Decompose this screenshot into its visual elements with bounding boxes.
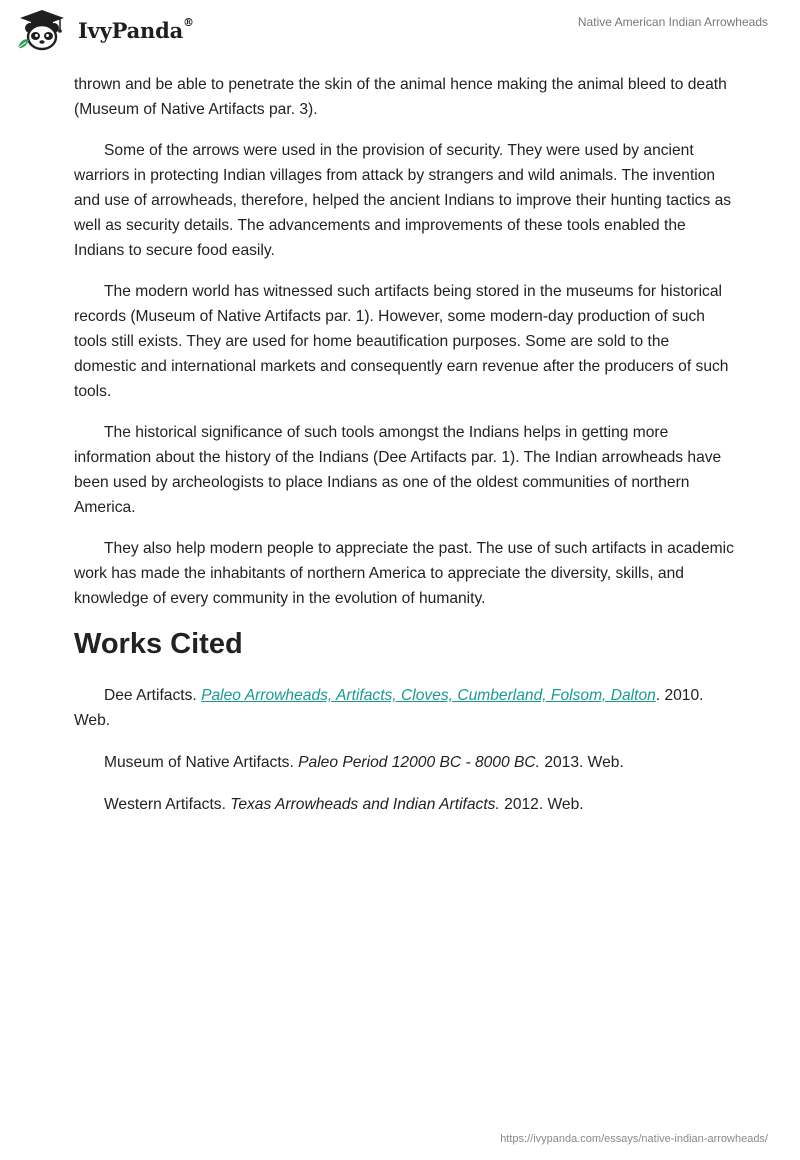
paragraph-3: The modern world has witnessed such artifacts being stored in the museums for historical records (Museum of Native Artifacts par. 1). However, some modern-day production of such tools still exists. They are used for home beautification purposes. Some are sold to the domestic and international markets and consequently earn revenue after the producers of such tools. (74, 283, 729, 400)
citation-entry (74, 750, 734, 775)
footer-url[interactable]: https://ivypanda.com/essays/native-indian-arrowheads/ (500, 1133, 768, 1145)
citation-link[interactable]: Paleo Arrowheads, Artifacts, Cloves, Cumberland, Folsom, Dalton (201, 687, 656, 704)
citation-author: Dee Artifacts. (104, 687, 202, 704)
citation-rest: 2013. Web. (539, 754, 624, 771)
citation-entry (74, 792, 734, 817)
citation-author: Museum of Native Artifacts. (104, 754, 299, 771)
citation-title: Texas Arrowheads and Indian Artifacts. (230, 796, 500, 813)
essay-content (74, 72, 734, 834)
logo-wordmark: IvyPanda® (78, 15, 194, 43)
paragraph-5: They also help modern people to appreciate the past. The use of such artifacts in academic work has made the inhabitants of northern America to appreciate the diversity, skills, and knowledge of every community in the evolution of humanity. (74, 540, 734, 607)
citation-rest: 2012. Web. (499, 796, 584, 813)
ivypanda-logo[interactable] (14, 8, 194, 52)
citation-title: Paleo Period 12000 BC - 8000 BC. (298, 754, 540, 771)
paragraph-1: thrown and be able to penetrate the skin of the animal hence making the animal bleed to death (Museum of Native Artifacts par. 3). (74, 76, 727, 118)
document-title: Native American Indian Arrowheads (577, 15, 768, 29)
paragraph-4: The historical significance of such tools amongst the Indians helps in getting more information about the history of the Indians (Dee Artifacts par. 1). The Indian arrowheads have been used by archeologists to place Indians as one of the oldest communities of northern America. (74, 424, 722, 516)
citation-rest: . 2010. Web. (74, 687, 704, 729)
paragraph-2: Some of the arrows were used in the provision of security. They were used by ancient warriors in protecting Indian villages from attack by strangers and wild animals. The invention and use of arrowheads, therefore, helped the ancient Indians to improve their hunting tactics as well as security details. The advancements and improvements of these tools enabled the Indians to secure food easily. (74, 142, 732, 259)
citation-entry (74, 683, 734, 733)
works-cited-heading: Works Cited (74, 628, 243, 660)
page-header (0, 0, 800, 70)
panda-logo-icon (14, 8, 74, 52)
citation-author: Western Artifacts. (104, 796, 231, 813)
